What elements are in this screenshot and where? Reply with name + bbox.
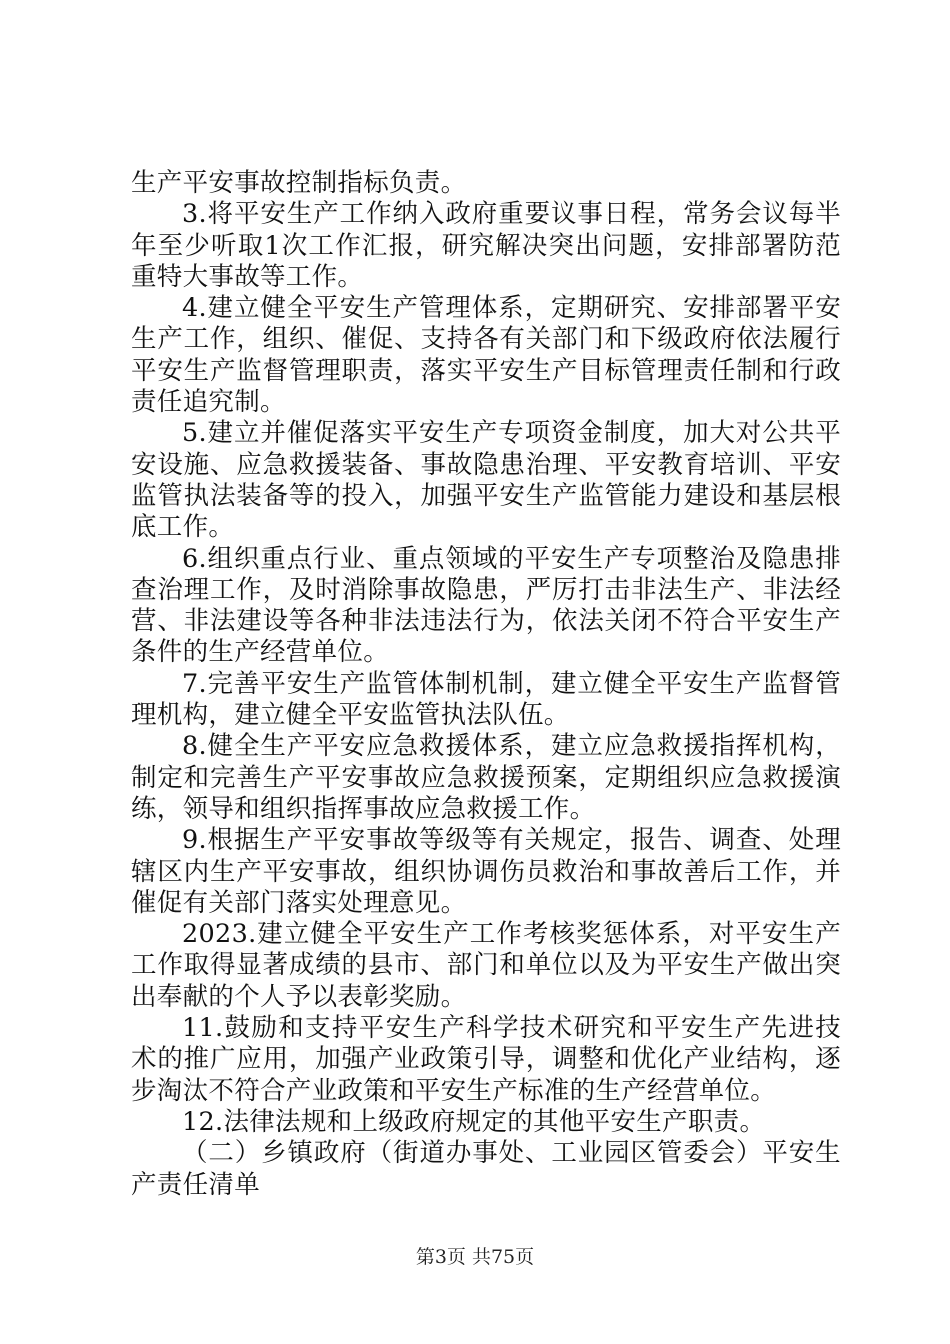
paragraph-item-9: 9.根据生产平安事故等级等有关规定，报告、调查、处理辖区内生产平安事故，组织协调伤员救治和事故善后工作，并催促有关部门落实处理意见。 <box>131 825 841 918</box>
paragraph-continuation: 生产平安事故控制指标负责。 <box>131 168 467 198</box>
section-heading: （二）乡镇政府（街道办事处、工业园区管委会）平安生产责任清单 <box>131 1138 841 1200</box>
paragraph-item-7: 7.完善平安生产监管体制机制，建立健全平安生产监督管理机构，建立健全平安监管执法队伍。 <box>131 668 841 731</box>
document-body <box>131 168 841 1201</box>
page-number: 第3页 共75页 <box>415 1246 535 1268</box>
paragraph-item-6: 6.组织重点行业、重点领域的平安生产专项整治及隐患排查治理工作，及时消除事故隐患，严厉打击非法生产、非法经营、非法建设等各种非法违法行为，依法关闭不符合平安生产条件的生产经营单位。 <box>131 543 841 668</box>
paragraph-item-12: 12.法律法规和上级政府规定的其他平安生产职责。 <box>182 1106 766 1137</box>
paragraph-item-11: 11.鼓励和支持平安生产科学技术研究和平安生产先进技术的推广应用，加强产业政策引导，调整和优化产业结构，逐步淘汰不符合产业政策和平安生产标准的生产经营单位。 <box>131 1013 841 1106</box>
paragraph-item-3: 3.将平安生产工作纳入政府重要议事日程，常务会议每半年至少听取1次工作汇报，研究解决突出问题，安排部署防范重特大事故等工作。 <box>131 199 841 292</box>
paragraph-item-10: 2023.建立健全平安生产工作考核奖惩体系，对平安生产工作取得显著成绩的县市、部门和单位以及为平安生产做出突出奉献的个人予以表彰奖励。 <box>131 919 841 1012</box>
paragraph-item-4: 4.建立健全平安生产管理体系，定期研究、安排部署平安生产工作，组织、催促、支持各有关部门和下级政府依法履行平安生产监督管理职责，落实平安生产目标管理责任制和行政责任追究制。 <box>131 293 841 418</box>
paragraph-item-5: 5.建立并催促落实平安生产专项资金制度，加大对公共平安设施、应急救援装备、事故隐患治理、平安教育培训、平安监管执法装备等的投入，加强平安生产监管能力建设和基层根底工作。 <box>131 418 841 543</box>
paragraph-item-8: 8.健全生产平安应急救援体系，建立应急救援指挥机构，制定和完善生产平安事故应急救援预案，定期组织应急救援演练，领导和组织指挥事故应急救援工作。 <box>131 731 841 824</box>
page-footer <box>0 1242 950 1269</box>
